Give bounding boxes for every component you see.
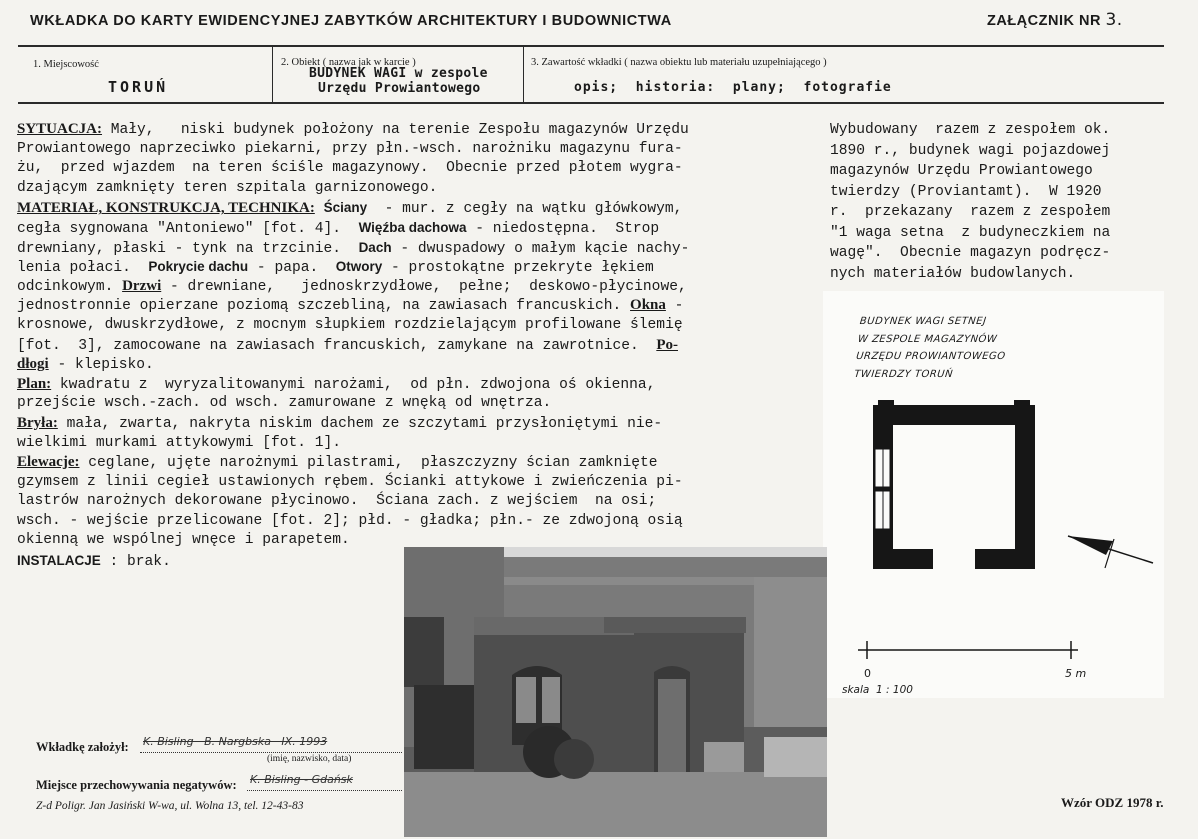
history-line: nych materiałów budowlanych. <box>830 265 1076 282</box>
description-line <box>17 336 792 356</box>
description-line <box>17 296 792 316</box>
description-line <box>17 473 792 493</box>
description-line <box>17 492 792 512</box>
section-heading: Otwory <box>335 259 383 275</box>
description-run: : brak. <box>100 554 171 571</box>
description-run: odcinkowym. <box>17 278 123 295</box>
established-dotted-line <box>140 752 402 753</box>
field-divider-2 <box>523 47 524 103</box>
field-3-label: 3. Zawartość wkładki ( nazwa obiektu lub materiału uzupełniającego ) <box>531 57 827 68</box>
description-line <box>17 198 792 218</box>
description-run: mała, zwarta, nakryta niskim dachem ze szczytami przysłoniętymi nie- <box>57 415 663 432</box>
section-heading: INSTALACJE <box>17 553 101 569</box>
south-wall-left <box>873 549 933 569</box>
established-label: Wkładkę założył: <box>36 740 129 754</box>
description-run: gzymsem z linii cegieł ustawionych rębem. Ścianki attykowe i zwieńczenia pi- <box>17 473 683 490</box>
description-run: - dwuspadowy o małym kącie nachy- <box>391 240 690 257</box>
description-run: Prowiantowego naprzeciwko piekarni, przy płn.-wsch. narożniku magazynu fura- <box>17 140 683 157</box>
description-run: - niedostępna. Strop <box>466 220 660 237</box>
field-2-value-line1: BUDYNEK WAGI w zespole <box>309 66 488 81</box>
description-text <box>17 120 792 571</box>
established-hint: (imię, nazwisko, data) <box>267 754 352 764</box>
annex-label-text: ZAŁĄCZNIK NR <box>987 13 1101 29</box>
history-line: "1 waga setna z budyneczkiem na <box>830 224 1111 241</box>
description-run: Mały, niski budynek położony na terenie Zespołu magazynów Urzędu <box>102 122 689 138</box>
building-photo <box>404 547 827 837</box>
description-run: lastrów narożnych dekorowane płycinowo. Ściana zach. z wejściem na osi; <box>17 493 657 510</box>
description-run: krosnowe, dwuskrzydłowe, z mocnym słupkiem rozdzielającym profilowane ślemię <box>17 316 683 333</box>
section-heading: Plan: <box>17 375 52 392</box>
history-line: Wybudowany razem z zespołem ok. <box>830 122 1111 138</box>
section-heading: Okna <box>630 297 666 314</box>
field-1-label: 1. Miejscowość <box>33 59 99 70</box>
section-heading: Po- <box>656 336 678 353</box>
description-run: żu, przed wjazdem na teren ściśle magazynowy. Obecnie przed płotem wygra- <box>17 160 683 177</box>
window-2-inner <box>883 491 890 529</box>
description-line <box>17 218 792 238</box>
description-run <box>315 201 324 217</box>
field-2-value-line2: Urzędu Prowiantowego <box>318 81 481 96</box>
history-line: twierdzy (Proviantamt). W 1920 <box>830 183 1102 200</box>
description-line <box>17 316 792 336</box>
description-run: kwadratu z wyryzalitowanymi narożami, od płn. zdwojona oś okienna, <box>51 376 656 393</box>
description-line <box>17 375 792 395</box>
corner-nw <box>878 400 894 412</box>
description-run: - prostokątne przekryte łękiem <box>382 260 654 277</box>
description-run: - mur. z cegły na wątku główkowym, <box>367 201 683 218</box>
scale-zero: 0 <box>864 667 871 680</box>
description-line <box>17 179 792 199</box>
description-run: - papa. <box>248 260 336 277</box>
history-text <box>830 120 1170 284</box>
section-heading: MATERIAŁ, KONSTRUKCJA, TECHNIKA: <box>17 200 315 217</box>
description-line <box>17 414 792 434</box>
scale-bar <box>858 641 1078 659</box>
description-line <box>17 434 792 454</box>
history-line: 1890 r., budynek wagi pojazdowej <box>830 142 1111 159</box>
header-rule <box>18 45 1164 47</box>
description-line <box>17 453 792 473</box>
negatives-value: K. Bisling - Gdańsk <box>250 773 353 786</box>
section-heading: SYTUACJA: <box>17 121 103 137</box>
description-run: ceglane, ujęte narożnymi pilastrami, płaszczyzny ścian zamknięte <box>79 455 658 472</box>
annex-label <box>987 10 1123 30</box>
field-1-value: TORUŃ <box>108 78 169 96</box>
plan-title-line: URZĘDU PROWIANTOWEGO <box>855 351 1007 362</box>
floor-plan-drawing <box>823 291 1164 698</box>
history-line: r. przekazany razem z zespołem <box>830 204 1111 220</box>
description-run: dzającym zamknięty teren szpitala garnizonowego. <box>17 179 438 196</box>
description-run: - <box>665 298 684 315</box>
corner-ne <box>1014 400 1030 412</box>
description-run: cegła sygnowana "Antoniewo" [fot. 4]. <box>17 220 359 237</box>
description-run: wsch. - wejście przelicowane [fot. 2]; płd. - gładka; płn.- ze zdwojoną osią <box>17 512 683 529</box>
description-run: wielkimi murkami attykowymi [fot. 1]. <box>17 434 342 451</box>
north-wall <box>873 405 1035 425</box>
description-line <box>17 355 792 375</box>
section-heading: Drzwi <box>122 277 162 294</box>
plan-title-line: TWIERDZY TORUŃ <box>853 368 954 380</box>
field-2-label: 2. Obiekt ( nazwa jak w karcie ) <box>281 57 416 68</box>
description-run: - drewniane, jednoskrzydłowe, pełne; deskowo-płycinowe, <box>161 278 687 295</box>
section-heading: Dach <box>358 239 392 255</box>
scale-five: 5 m <box>1065 667 1087 680</box>
established-value: K. Bisling B. Nargbska IX. 1993 <box>143 735 328 748</box>
description-line <box>17 394 792 414</box>
description-run: jednostronnie opierzane poziomą szczebliną, na zawiasach francuskich. <box>17 298 631 315</box>
negatives-dotted-line <box>247 790 402 791</box>
north-arrow <box>1068 536 1153 568</box>
plan-title-line: W ZESPOLE MAGAZYNÓW <box>857 333 998 345</box>
description-line <box>17 257 792 277</box>
description-run: okienną we wspólnej wnęce i parapetem. <box>17 532 350 549</box>
history-line: wagę". Obecnie magazyn podręcz- <box>830 245 1111 261</box>
description-line <box>17 238 792 258</box>
history-line: magazynów Urzędu Prowiantowego <box>830 163 1093 179</box>
description-line <box>17 159 792 179</box>
section-heading: Pokrycie dachu <box>148 259 249 275</box>
fields-rule <box>18 102 1164 104</box>
section-heading: Elewacje: <box>17 454 80 471</box>
card-title: WKŁADKA DO KARTY EWIDENCYJNEJ ZABYTKÓW ARCHITEKTURY I BUDOWNICTWA <box>30 13 672 29</box>
south-wall-right <box>975 549 1035 569</box>
form-number: Wzór ODZ 1978 r. <box>1061 795 1164 810</box>
description-line <box>17 512 792 532</box>
photo-image <box>404 547 827 837</box>
description-line <box>17 277 792 297</box>
description-run: drewniany, płaski - tynk na trzcinie. <box>17 240 359 257</box>
description-run: lenia połaci. <box>17 260 149 277</box>
description-line <box>17 140 792 160</box>
floor-plan-card <box>823 291 1164 698</box>
scale-label: skala 1 : 100 <box>842 684 913 696</box>
plan-title-line: BUDYNEK WAGI SETNEJ <box>859 316 988 327</box>
printer-imprint: Z-d Poligr. Jan Jasiński W-wa, ul. Wolna 13, tel. 12-43-83 <box>36 800 304 812</box>
east-wall <box>1015 405 1035 569</box>
annex-number: 3. <box>1105 10 1123 30</box>
window-1-inner <box>883 449 890 487</box>
negatives-label: Miejsce przechowywania negatywów: <box>36 778 237 792</box>
section-heading: Bryła: <box>17 414 58 431</box>
plan-walls <box>873 400 1035 569</box>
section-heading: dłogi <box>17 356 49 373</box>
field-divider-1 <box>272 47 273 103</box>
description-run: - klepisko. <box>48 357 154 374</box>
description-run: [fot. 3], zamocowane na zawiasach francuskich, zamykane na zawrotnice. <box>17 337 657 354</box>
section-heading: Więźba dachowa <box>358 219 467 235</box>
section-heading: Ściany <box>323 200 368 216</box>
description-line <box>17 120 792 140</box>
field-3-value: opis; historia: plany; fotografie <box>574 80 892 95</box>
description-run: przejście wsch.-zach. od wsch. zamurowane z wnęką od wnętrza. <box>17 395 552 412</box>
